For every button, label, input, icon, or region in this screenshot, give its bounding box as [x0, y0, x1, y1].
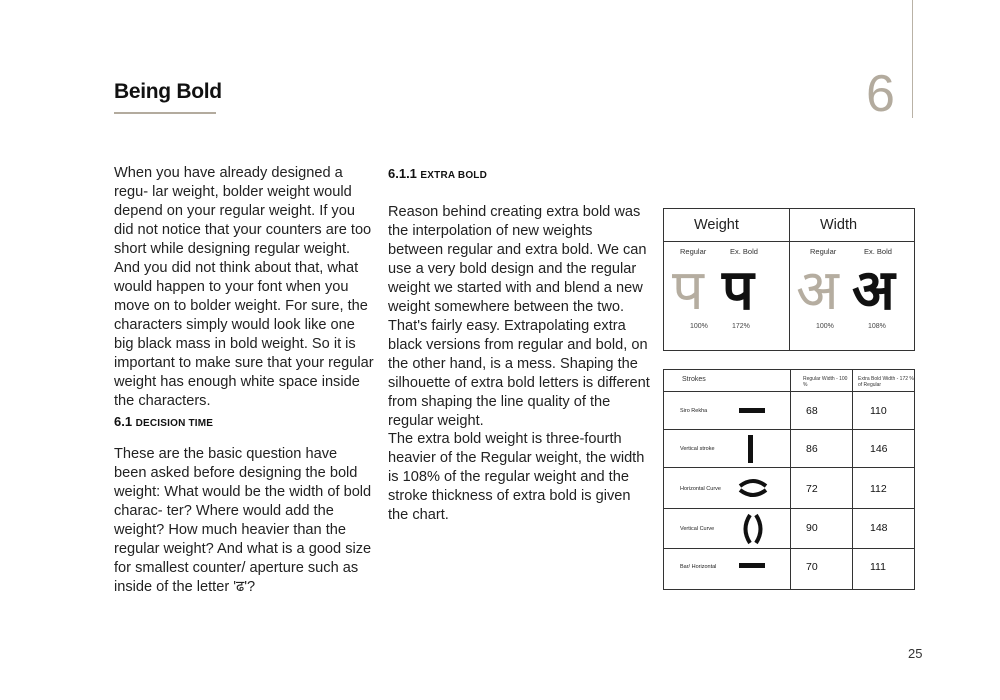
- column-divider: [790, 370, 791, 589]
- extra-bold-header: Extra Bold Width - 172 % of Regular: [858, 376, 914, 388]
- horizontal-bar-icon: [738, 407, 766, 415]
- section-paragraph: These are the basic question have been asked before designing the bold weight: What would be the width of bold charac- ter? Where would add the weight? How much heavier than the regular weight? And what is a good size for smallest counter/ aperture such as inside of the letter 'ढ'?: [114, 446, 372, 595]
- weight-bold-label: Ex. Bold: [730, 247, 758, 256]
- weight-bold-glyph: प: [722, 258, 754, 323]
- subsection-title: EXTRA BOLD: [420, 170, 488, 181]
- row-divider: [664, 391, 914, 392]
- weight-regular-label: Regular: [680, 247, 707, 256]
- row-divider: [664, 467, 914, 468]
- regular-header: Regular Width - 100 %: [803, 376, 848, 388]
- extra-bold-paragraph-1: Reason behind creating extra bold was the interpolation of new weights between regular and extra bold. We can use a very bold design and the regular weight we started with and blend a new weight somewhere between the two. That's fairly easy. Extrapolating extra black versions from regular and bold, on the other hand, is a mess. Shaping the silhouette of extra bold letters is different from shaping the line quality of the regular weight.: [388, 204, 650, 429]
- section-title: DECISION TIME: [135, 418, 214, 429]
- width-bold-glyph: अ: [852, 258, 895, 323]
- vertical-curve-icon: [740, 512, 766, 546]
- siro-rekha-regular: 68: [806, 405, 818, 417]
- row-label-vertical-curve: Vertical Curve: [680, 526, 715, 532]
- weight-header: Weight: [694, 217, 739, 233]
- bar-horizontal-extra-bold: 111: [870, 561, 886, 573]
- width-regular-label: Regular: [810, 247, 837, 256]
- margin-rule: [912, 0, 913, 118]
- row-divider: [664, 508, 914, 509]
- section-heading: [114, 414, 213, 429]
- intro-paragraph: When you have already designed a regu- lar weight, bolder weight would depend on your regular weight. If you did not notice that your counters are too short while designing regular weight. And you did not think about that, what would happen to your font when you move on to bolder weight. For sure, the characters simply would look like one big black mass in bold weight. So it is important to make sure that your regular weight has enough white space inside the characters.: [114, 165, 374, 409]
- strokes-table: [663, 369, 915, 590]
- weight-regular-pct: 100%: [690, 323, 708, 330]
- vertical-curve-regular: 90: [806, 522, 818, 534]
- row-divider: [664, 548, 914, 549]
- horizontal-curve-extra-bold: 112: [870, 483, 887, 495]
- width-bold-pct: 108%: [868, 323, 886, 330]
- short-bar-icon: [738, 562, 766, 570]
- table-divider: [789, 209, 790, 350]
- title-underline: [114, 112, 216, 114]
- siro-rekha-extra-bold: 110: [870, 405, 887, 417]
- horizontal-curve-icon: [737, 475, 769, 501]
- row-divider: [664, 429, 914, 430]
- width-regular-glyph: अ: [796, 258, 839, 323]
- page-number: 25: [908, 646, 923, 661]
- table-header-rule: [664, 241, 914, 242]
- row-label-vertical-stroke: Vertical stroke: [680, 446, 715, 452]
- subsection-number: 6.1.1: [388, 166, 417, 181]
- row-label-bar-horizontal: Bar/ Horizontal: [680, 564, 717, 570]
- width-bold-label: Ex. Bold: [864, 247, 892, 256]
- chapter-number: 6: [866, 65, 895, 123]
- vertical-stroke-regular: 86: [806, 443, 818, 455]
- vertical-stroke-extra-bold: 146: [870, 443, 888, 455]
- width-header: Width: [820, 217, 858, 233]
- vertical-curve-extra-bold: 148: [870, 522, 888, 534]
- row-label-horizontal-curve: Horizontal Curve: [680, 486, 721, 492]
- weight-bold-pct: 172%: [732, 323, 750, 330]
- extra-bold-paragraph-2: The extra bold weight is three-fourth heavier of the Regular weight, the width is 108% of the regular weight and the stroke thickness of extra bold is given the chart.: [388, 431, 645, 523]
- section-number: 6.1: [114, 414, 133, 429]
- weight-width-table: [663, 208, 915, 351]
- row-label-siro-rekha: Siro Rekha: [680, 408, 708, 414]
- width-regular-pct: 100%: [816, 323, 834, 330]
- strokes-header: Strokes: [682, 376, 706, 383]
- bar-horizontal-regular: 70: [806, 561, 818, 573]
- column-divider: [852, 370, 853, 589]
- page-title: Being Bold: [114, 80, 222, 103]
- subsection-heading: [388, 166, 487, 181]
- vertical-bar-icon: [746, 434, 756, 464]
- weight-regular-glyph: प: [672, 258, 704, 323]
- horizontal-curve-regular: 72: [806, 483, 818, 495]
